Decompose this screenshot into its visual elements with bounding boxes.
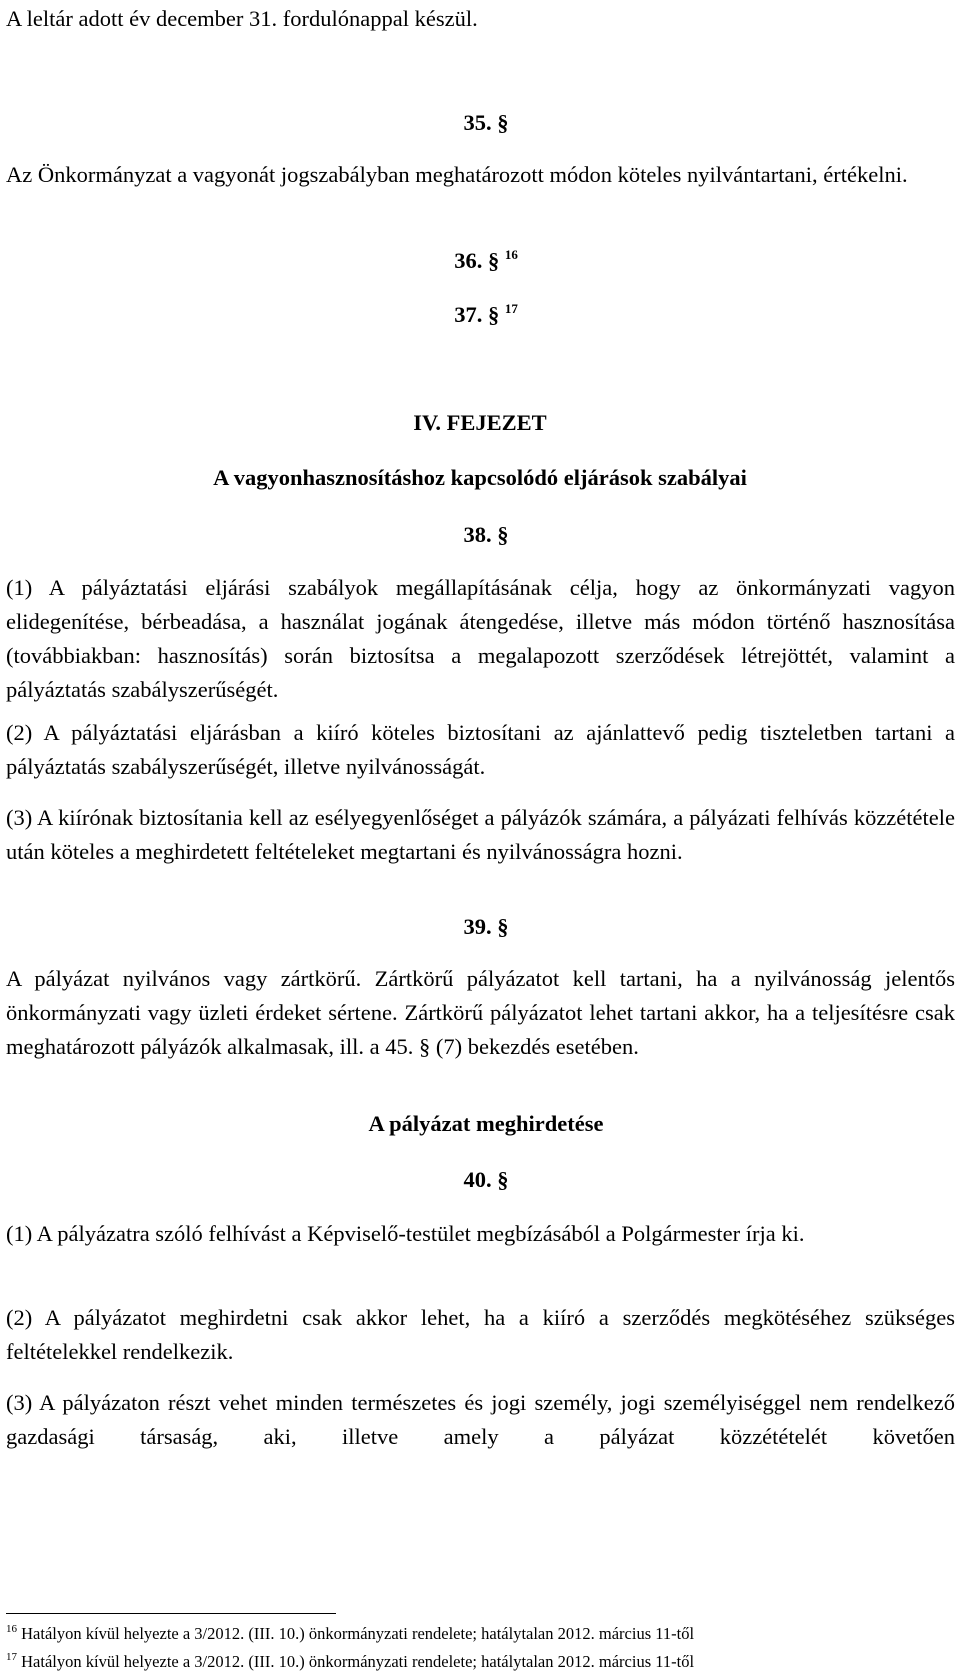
chapter-number: IV. FEJEZET: [413, 410, 547, 435]
footnote-ref-17[interactable]: 17: [504, 301, 518, 316]
section-36-title: 36. § $^{16}$: [454, 247, 518, 273]
section-38-paragraph-2: (2) A pályáztatási eljárásban a kiíró köteles biztosítani az ajánlattevő pedig tiszteletben tartani a pályáztatás szabályszerűségét, illetve nyilvánosságát.: [6, 720, 955, 779]
section-40-paragraph-3: (3) A pályázaton részt vehet minden természetes és jogi személy, jogi személyiséggel nem rendelkező gazdasági társaság, aki, illetve amely a pályázat közzétételét követően: [6, 1390, 955, 1449]
section-40-title: 40. §: [463, 1167, 509, 1192]
footnote-text: Hatályon kívül helyezte a 3/2012. (III. 10.) önkormányzati rendelete; hatálytalan 2012. március 11-től: [21, 1624, 695, 1643]
footnote-number: 16: [6, 1623, 17, 1635]
section-37-title: 37. § $^{17}$: [454, 301, 518, 327]
footnote-17: [6, 1651, 955, 1673]
section-38-paragraph-1: (1) A pályáztatási eljárási szabályok megállapításának célja, hogy az önkormányzati vagyon elidegenítése, bérbeadása, a használat jogának átengedése, illetve más módon történő hasznosítása (továbbiakban: hasznosítás) során biztosítsa a megalapozott szerződések létrejöttét, valamint a pályáztatás szabályszerűségét.: [6, 575, 955, 702]
section-35-text: Az Önkormányzat a vagyonát jogszabályban meghatározott módon köteles nyilvántartani, értékelni.: [6, 162, 908, 187]
section-38-paragraph-3: (3) A kiírónak biztosítania kell az esélyegyenlőséget a pályázók számára, a pályázati felhívás közzététele után köteles a meghirdetett feltételeket megtartani és nyilvánosságra hozni.: [6, 805, 955, 864]
section-39-title: 39. §: [463, 914, 509, 939]
top-note: A leltár adott év december 31. fordulónappal készül.: [6, 6, 478, 31]
subheading: A pályázat meghirdetése: [368, 1111, 604, 1136]
section-39-paragraph-1: A pályázat nyilvános vagy zártkörű. Zártkörű pályázatot kell tartani, ha a nyilvánosság jelentős önkormányzati vagy üzleti érdeket sértene. Zártkörű pályázatot lehet tartani akkor, ha a teljesítésre csak meghatározott pályázók alkalmasak, ill. a 45. § (7) bekezdés esetében.: [6, 966, 955, 1059]
footnote-number: 17: [6, 1651, 17, 1663]
section-40-paragraph-2: (2) A pályázatot meghirdetni csak akkor lehet, ha a kiíró a szerződés megkötéséhez szükséges feltételekkel rendelkezik.: [6, 1305, 955, 1364]
footnote-text: Hatályon kívül helyezte a 3/2012. (III. 10.) önkormányzati rendelete; hatálytalan 2012. március 11-től: [21, 1652, 695, 1671]
section-35-title: 35. §: [463, 110, 509, 135]
footnote-separator: [6, 1613, 336, 1614]
footnote-ref-16[interactable]: 16: [504, 247, 518, 262]
footnote-16: [6, 1623, 955, 1645]
section-38-title: 38. §: [463, 522, 509, 547]
chapter-title: A vagyonhasznosításhoz kapcsolódó eljárások szabályai: [213, 465, 747, 490]
section-40-paragraph-1: (1) A pályázatra szóló felhívást a Képviselő-testület megbízásából a Polgármester írja ki.: [6, 1221, 805, 1246]
